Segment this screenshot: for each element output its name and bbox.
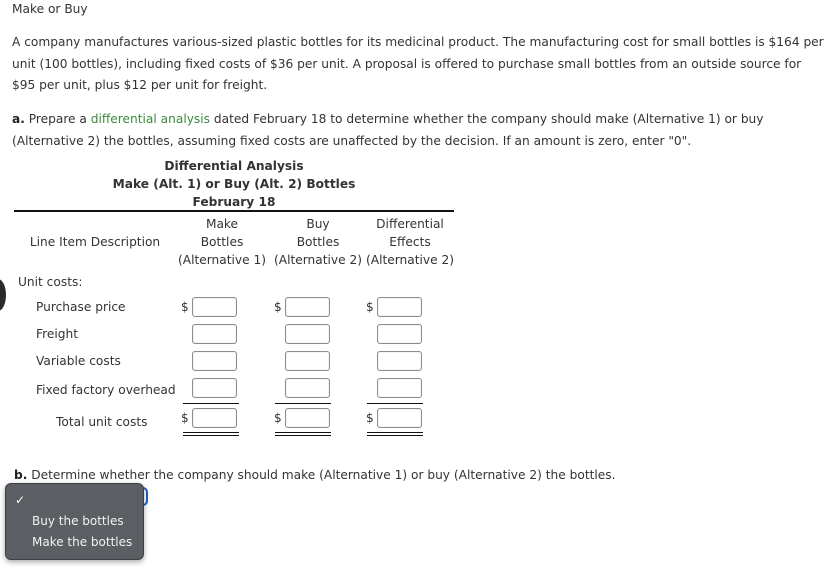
analysis-heading: Differential Analysis	[164, 159, 304, 173]
header-rule	[14, 210, 454, 212]
col-header-make: Make Bottles (Alternative 1)	[177, 217, 266, 267]
make-total-input[interactable]	[192, 408, 237, 428]
side-badge	[0, 279, 6, 311]
diff-variable-costs-input[interactable]	[377, 351, 422, 371]
option-buy-the-bottles[interactable]: Buy the bottles	[32, 514, 124, 528]
part-a-instructions	[12, 109, 812, 152]
total-double-rule	[367, 432, 423, 436]
diff-freight-input[interactable]	[377, 324, 422, 344]
row-label-variable-costs: Variable costs	[36, 354, 121, 368]
differential-analysis-link[interactable]: differential analysis	[90, 112, 211, 126]
dollar-sign: $	[181, 411, 189, 425]
problem-text: A company manufactures various-sized plastic bottles for its medicinal product. The manufacturing cost for small bottles is $164 per unit (100 bottles), including fixed costs of $36 per unit. A proposal is offered to purchase small bottles from an outside source for $95 per unit, plus $12 per unit for freight.	[12, 35, 824, 92]
make-purchase-price-input[interactable]	[192, 297, 237, 317]
section-unit-costs: Unit costs:	[18, 275, 83, 289]
part-a-text-rest: dated February 18 to determine whether the company should make (Alternative 1) or buy (Alternative 2) the bottles, assuming fixed costs are unaffected by the decision. If an amount is zero, enter "0".	[12, 112, 764, 148]
col-header-buy: Buy Bottles (Alternative 2)	[273, 217, 362, 267]
make-variable-costs-input[interactable]	[192, 351, 237, 371]
dollar-sign: $	[181, 300, 189, 314]
part-b-prefix: b.	[14, 468, 28, 482]
option-make-the-bottles[interactable]: Make the bottles	[32, 535, 133, 549]
diff-purchase-price-input[interactable]	[377, 297, 422, 317]
page-title: Make or Buy	[12, 2, 88, 16]
dollar-sign: $	[274, 411, 282, 425]
analysis-date: February 18	[192, 195, 276, 209]
dollar-sign: $	[366, 411, 374, 425]
dollar-sign: $	[366, 300, 374, 314]
dollar-sign: $	[274, 300, 282, 314]
part-b-instructions	[14, 468, 616, 482]
subtotal-rule	[183, 403, 239, 404]
part-a-prefix: a.	[12, 112, 25, 126]
buy-purchase-price-input[interactable]	[285, 297, 330, 317]
row-label-fixed-overhead: Fixed factory overhead	[36, 383, 176, 397]
total-double-rule	[183, 432, 239, 436]
buy-fixed-overhead-input[interactable]	[285, 378, 330, 398]
buy-variable-costs-input[interactable]	[285, 351, 330, 371]
col-header-description: Line Item Description	[29, 235, 161, 249]
subtotal-rule	[275, 403, 331, 404]
subtotal-rule	[367, 403, 423, 404]
diff-total-input[interactable]	[377, 408, 422, 428]
part-a-text: Prepare a	[24, 112, 91, 126]
make-fixed-overhead-input[interactable]	[192, 378, 237, 398]
analysis-subheading: Make (Alt. 1) or Buy (Alt. 2) Bottles	[112, 177, 356, 191]
diff-fixed-overhead-input[interactable]	[377, 378, 422, 398]
total-double-rule	[275, 432, 331, 436]
col-header-diff: Differential Effects (Alternative 2)	[365, 217, 454, 267]
decision-dropdown-menu[interactable]	[5, 483, 144, 560]
row-label-purchase-price: Purchase price	[36, 300, 126, 314]
part-b-text: Determine whether the company should make (Alternative 1) or buy (Alternative 2) the bottles.	[27, 468, 616, 482]
buy-total-input[interactable]	[285, 408, 330, 428]
make-freight-input[interactable]	[192, 324, 237, 344]
checkmark-icon: ✓	[15, 493, 26, 507]
buy-freight-input[interactable]	[285, 324, 330, 344]
row-label-freight: Freight	[36, 327, 78, 341]
row-label-total: Total unit costs	[56, 415, 148, 429]
